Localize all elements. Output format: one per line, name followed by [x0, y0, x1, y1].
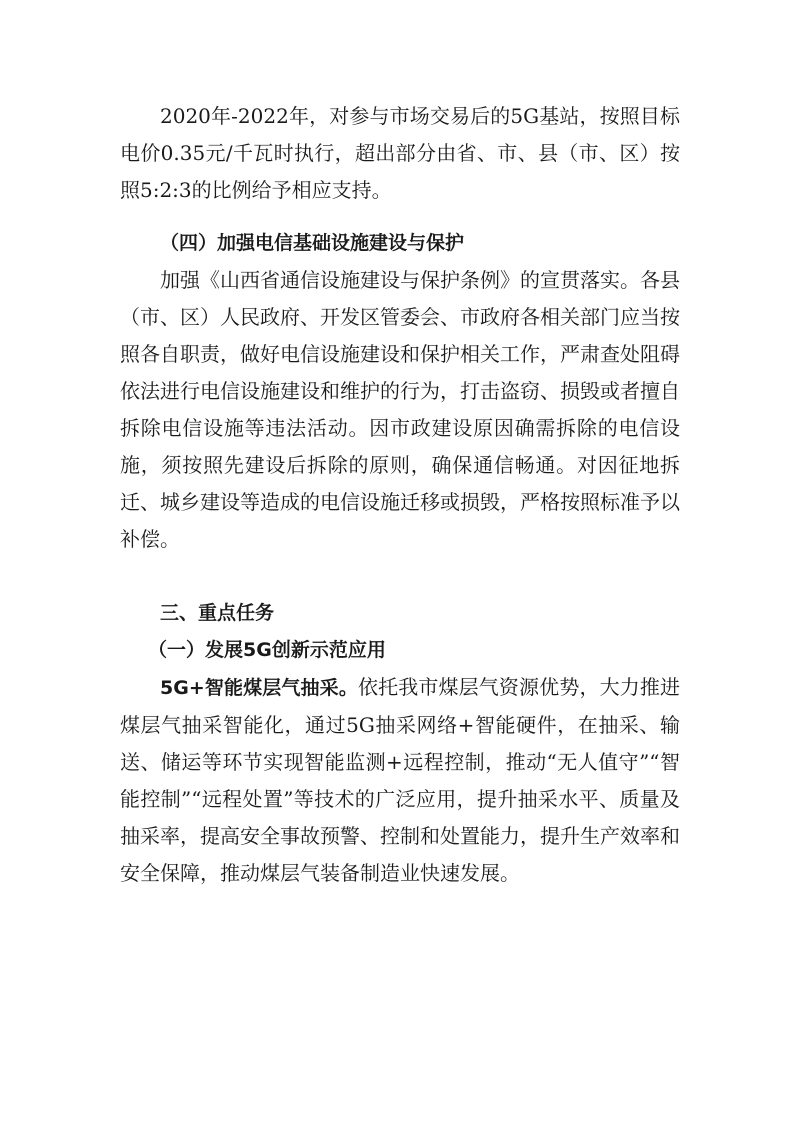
section-heading-telecom-infrastructure: （四）加强电信基础设施建设与保护: [160, 232, 465, 254]
paragraph-coalbed-methane: [120, 669, 680, 892]
section-heading-key-tasks: 三、重点任务: [160, 602, 275, 624]
paragraph-telecom-protection: 加强《山西省通信设施建设与保护条例》的宣贯落实。各县（市、区）人民政府、开发区管委会、市政府各相关部门应当按照各自职责，做好电信设施建设和保护相关工作，严肃查处阻碍依法进行电信设施建设和维护的行为，打击盗窃、损毁或者擅自拆除电信设施等违法活动。因市政建设原因确需拆除的电信设施，须按照先建设后拆除的原则，确保通信畅通。对因征地拆迁、城乡建设等造成的电信设施迁移或损毁，严格按照标准予以补偿。: [120, 268, 680, 551]
paragraph-lead-title: 5G+智能煤层气抽采。: [160, 677, 358, 699]
paragraph-body: 依托我市煤层气资源优势，大力推进煤层气抽采智能化，通过5G抽采网络+智能硬件，在抽采、输送、储运等环节实现智能监测+远程控制，推动“无人值守”“智能控制”“远程处置”等技术的广泛应用，提升抽采水平、质量及抽采率，提高安全事故预警、控制和处置能力，提升生产效率和安全保障，推动煤层气装备制造业快速发展。: [120, 675, 680, 885]
section-heading-5g-demo: （一）发展5G创新示范应用: [148, 639, 386, 661]
paragraph-target-price: 2020年-2022年，对参与市场交易后的5G基站，按照目标电价0.35元/千瓦时执行，超出部分由省、市、县（市、区）按照5:2:3的比例给予相应支持。: [120, 104, 680, 202]
